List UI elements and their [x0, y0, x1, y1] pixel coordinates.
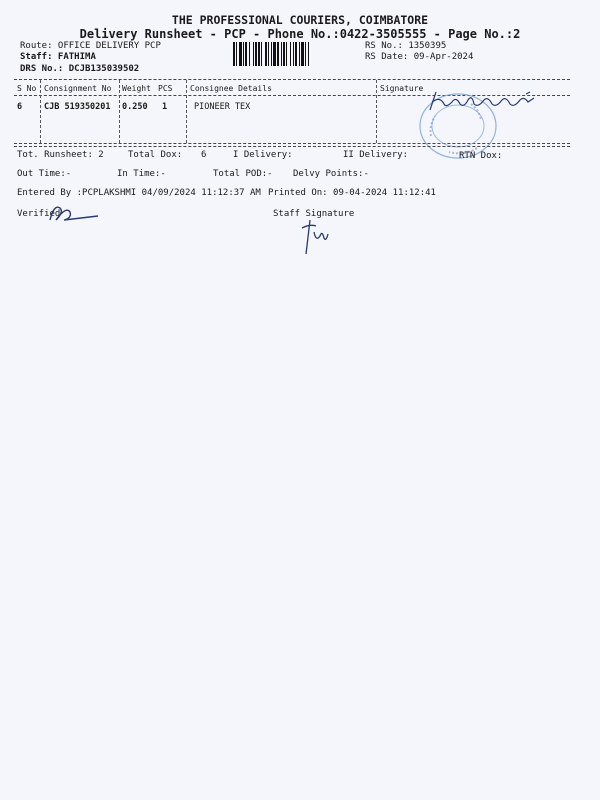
staff-label: Staff: FATHIMA — [20, 52, 96, 62]
col-header-weight: Weight — [122, 84, 151, 93]
total-dox-label: Total Dox: — [128, 150, 183, 160]
column-divider — [376, 80, 377, 143]
staff-signature-image — [296, 214, 336, 256]
table-top-rule — [14, 79, 570, 80]
rtn-dox-label: RTN Dox: — [459, 151, 503, 161]
column-divider — [186, 80, 187, 143]
barcode-image — [233, 42, 359, 66]
rs-number: RS No.: 1350395 — [365, 41, 447, 51]
row-weight: 0.250 — [122, 102, 148, 112]
consignee-signature-image — [426, 88, 542, 118]
row-sno: 6 — [17, 102, 23, 112]
staff-signature-label: Staff Signature — [273, 209, 355, 219]
tot-runsheet: Tot. Runsheet:⁠ 2 — [17, 150, 104, 160]
verified-signature-image — [46, 198, 102, 228]
total-dox-value: 6 — [201, 150, 207, 160]
column-divider — [119, 80, 120, 143]
summary-top-rule — [14, 146, 570, 147]
column-divider — [40, 80, 41, 143]
ii-delivery-label: II Delivery: — [343, 150, 409, 160]
in-time-label: In Time:- — [117, 169, 166, 179]
col-header-pcs: PCS — [158, 84, 173, 93]
col-header-sno: S No — [17, 84, 37, 93]
i-delivery-label: I Delivery: — [233, 150, 293, 160]
col-header-consignee: Consignee Details — [190, 84, 272, 93]
out-time-label: Out Time:- — [17, 169, 72, 179]
col-header-signature: Signature — [380, 84, 424, 93]
printed-on: Printed On: 09-04-2024 11:12:41 — [268, 188, 436, 198]
rs-date: RS Date: 09-Apr-2024 — [365, 52, 474, 62]
runsheet-subtitle: Delivery Runsheet - PCP - Phone No.:0422-3505555 - Page No.:2 — [79, 27, 521, 41]
row-consignment-no: CJB 519350201 — [44, 102, 111, 112]
total-pod-label: Total POD:- — [213, 169, 273, 179]
verified-label: Verified — [17, 209, 61, 219]
company-title: THE PROFESSIONAL COURIERS, COIMBATORE — [171, 13, 429, 27]
delvy-points-label: Delvy Points:- — [293, 169, 369, 179]
drs-number: DRS No.: DCJB135039502 — [20, 64, 140, 74]
row-pcs: 1 — [162, 102, 168, 112]
route-label: Route: OFFICE DELIVERY PCP — [20, 41, 161, 51]
col-header-consignment: Consignment No — [44, 84, 112, 93]
entered-by: Entered By :PCPLAKSHMI 04/09/2024 11:12:37 AM — [17, 188, 261, 198]
row-consignee: PIONEER TEX — [194, 102, 251, 112]
